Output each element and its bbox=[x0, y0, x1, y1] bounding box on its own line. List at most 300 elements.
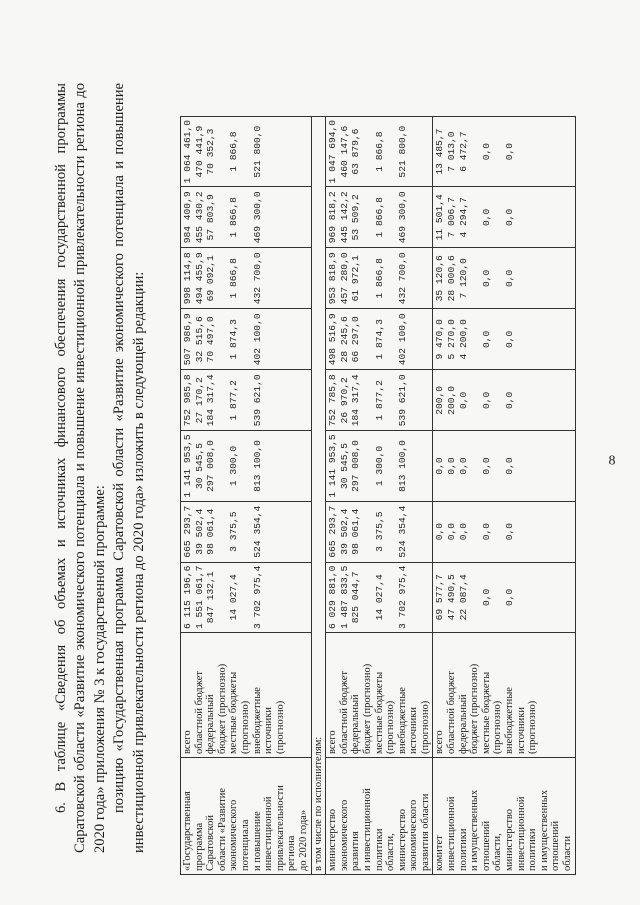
program-name-line: до 2020 года» bbox=[297, 809, 309, 871]
funding-source-line: областной бюджет bbox=[446, 671, 458, 754]
funding-source-line: областной бюджет bbox=[193, 671, 205, 754]
executor-2-value: 0,0 bbox=[480, 391, 492, 409]
executor-2-line: области, bbox=[492, 833, 504, 871]
value-spacer bbox=[275, 373, 287, 427]
executor-2-value: 47 490,5 bbox=[446, 574, 458, 621]
value-spacer bbox=[275, 434, 287, 497]
executor-2-value: 0,0 bbox=[504, 143, 516, 161]
executor-1-cell bbox=[326, 758, 433, 875]
program-total-value-column bbox=[181, 187, 312, 248]
value-spacer bbox=[420, 120, 432, 183]
executor-1-value: 524 354,4 bbox=[396, 505, 408, 558]
program-total-value: 1 877,2 bbox=[228, 380, 240, 421]
value-spacer bbox=[263, 190, 275, 244]
executor-1-value: 813 100,0 bbox=[396, 440, 408, 492]
program-total-value: 494 455,9 bbox=[193, 252, 205, 305]
program-name-cell bbox=[181, 758, 312, 875]
program-total-value: 70 497,0 bbox=[205, 316, 217, 363]
program-total-value-column bbox=[181, 501, 312, 562]
executor-2-value: 13 485,7 bbox=[434, 128, 446, 175]
program-total-value: 432 700,0 bbox=[251, 252, 263, 305]
value-spacer bbox=[516, 566, 528, 629]
value-spacer bbox=[263, 251, 275, 305]
executor-2-value: 0,0 bbox=[504, 391, 516, 409]
executor-2-value: 0,0 bbox=[504, 269, 516, 287]
program-total-value: 3 702 975,4 bbox=[251, 565, 263, 629]
executor-2-value-column bbox=[433, 431, 575, 501]
executor-1-line: и инвестиционной bbox=[361, 788, 373, 871]
executor-2-value: 0,0 bbox=[480, 269, 492, 287]
value-spacer bbox=[217, 312, 229, 366]
executor-1-value-column bbox=[326, 431, 433, 501]
value-spacer bbox=[385, 434, 397, 497]
table-row-program bbox=[181, 116, 312, 874]
program-name-line: потенциала bbox=[239, 819, 251, 871]
executor-2-value: 5 270,0 bbox=[446, 319, 458, 360]
value-spacer bbox=[275, 190, 287, 244]
executor-2-value-column bbox=[433, 370, 575, 431]
funding-sources-cell bbox=[326, 633, 433, 758]
funding-source-line: источники bbox=[408, 707, 420, 754]
executor-1-line: развития области bbox=[419, 793, 431, 871]
executor-2-value: 200,0 bbox=[434, 385, 446, 415]
value-spacer bbox=[516, 505, 528, 559]
program-total-value: 539 621,0 bbox=[251, 374, 263, 427]
executor-2-value: 0,0 bbox=[480, 523, 492, 541]
executor-1-value: 457 280,0 bbox=[338, 252, 350, 305]
program-name-line: Саратовской bbox=[205, 815, 217, 871]
value-spacer bbox=[217, 434, 229, 497]
executor-1-line: министерство bbox=[327, 808, 339, 871]
executor-1-value: 63 879,6 bbox=[350, 128, 362, 175]
program-name-line: области «Развитие bbox=[216, 787, 228, 871]
value-spacer bbox=[408, 566, 420, 629]
executor-1-value: 66 297,0 bbox=[350, 316, 362, 363]
value-spacer bbox=[263, 120, 275, 183]
value-spacer bbox=[516, 312, 528, 366]
executor-2-line: и имущественных bbox=[538, 789, 550, 871]
program-total-value: 30 545,5 bbox=[193, 442, 205, 490]
executor-2-value-column bbox=[433, 116, 575, 186]
executor-1-value: 498 516,9 bbox=[327, 313, 339, 366]
funding-source-line: бюджет (прогнозно) bbox=[361, 663, 373, 754]
program-total-value: 402 100,0 bbox=[251, 313, 263, 366]
funding-source-line: внебюджетные bbox=[396, 687, 408, 754]
value-spacer bbox=[240, 373, 252, 427]
program-total-value: 1 064 461,0 bbox=[182, 119, 193, 184]
executor-2-value: 0,0 bbox=[446, 523, 458, 541]
executor-2-value-column bbox=[433, 187, 575, 248]
funding-sources-cell bbox=[433, 633, 575, 758]
value-spacer bbox=[492, 434, 504, 497]
intro-text bbox=[52, 83, 149, 853]
value-spacer bbox=[362, 434, 374, 497]
program-total-value: 665 293,7 bbox=[182, 505, 193, 558]
funding-source-line: всего bbox=[327, 730, 339, 754]
executor-2-value-column bbox=[433, 248, 575, 309]
executor-2-value: 0,0 bbox=[434, 523, 446, 541]
funding-source-line: местные бюджеты bbox=[480, 671, 492, 754]
value-spacer bbox=[469, 505, 481, 559]
program-total-value: 984 400,9 bbox=[182, 191, 193, 244]
value-spacer bbox=[420, 312, 432, 366]
executor-1-value: 460 147,6 bbox=[338, 125, 350, 178]
executor-2-line: министерство bbox=[504, 808, 516, 871]
program-total-value-column bbox=[181, 309, 312, 370]
value-spacer bbox=[527, 251, 539, 305]
executor-1-value: 825 044,7 bbox=[350, 571, 362, 624]
value-spacer bbox=[516, 190, 528, 244]
executor-2-value: 0,0 bbox=[504, 457, 516, 475]
value-spacer bbox=[240, 566, 252, 629]
executor-1-value: 297 008,0 bbox=[350, 440, 362, 492]
executor-2-value: 0,0 bbox=[504, 330, 516, 348]
executor-1-value: 1 866,8 bbox=[373, 258, 385, 299]
value-spacer bbox=[408, 373, 420, 427]
funding-source-line: (прогнозно) bbox=[274, 700, 286, 754]
executor-1-line: экономического bbox=[408, 799, 420, 871]
value-spacer bbox=[217, 251, 229, 305]
program-total-value: 70 352,3 bbox=[205, 128, 217, 175]
executor-1-value-column bbox=[326, 562, 433, 632]
funding-source-line: источники bbox=[263, 707, 275, 754]
program-total-value-column bbox=[181, 562, 312, 632]
value-spacer bbox=[527, 505, 539, 559]
executor-2-value: 0,0 bbox=[457, 457, 469, 475]
executor-2-line: области bbox=[562, 835, 573, 871]
executor-1-value: 98 061,4 bbox=[350, 508, 362, 555]
value-spacer bbox=[527, 566, 539, 629]
executor-2-value: 0,0 bbox=[504, 588, 516, 606]
intro-paragraph-2: позицию «Государственная программа Саратовской области «Развитие экономического потенциала и повышение инвестиционной привлекательности региона до 2020 года» изложить в следующей редакции: bbox=[111, 83, 147, 853]
program-total-value: 521 800,0 bbox=[251, 125, 263, 178]
executor-1-line: области, bbox=[385, 833, 397, 871]
funding-source-line: федеральный bbox=[457, 694, 469, 754]
program-name-line: привлекательности bbox=[274, 785, 286, 871]
funding-source-line: федеральный bbox=[350, 694, 362, 754]
executor-2-value-column bbox=[433, 562, 575, 632]
executor-2-value: 7 006,7 bbox=[446, 197, 458, 238]
executor-1-line: министерство bbox=[396, 808, 408, 871]
executor-2-block bbox=[434, 761, 573, 871]
executor-1-value-column bbox=[326, 248, 433, 309]
value-spacer bbox=[420, 505, 432, 559]
executor-2-value: 7 013,0 bbox=[446, 131, 458, 172]
executor-2-value: 0,0 bbox=[480, 330, 492, 348]
value-spacer bbox=[362, 120, 374, 183]
funding-source-line: местные бюджеты bbox=[373, 671, 385, 754]
executor-1-value: 521 800,0 bbox=[396, 125, 408, 178]
program-name-line: и повышение bbox=[251, 811, 263, 871]
executor-1-value-column bbox=[326, 187, 433, 248]
executor-1-value: 61 972,1 bbox=[350, 255, 362, 302]
executor-1-value: 445 142,2 bbox=[338, 191, 350, 244]
executor-2-value: 0,0 bbox=[480, 588, 492, 606]
program-total-value-column bbox=[181, 248, 312, 309]
funding-source-line: местные бюджеты bbox=[228, 671, 240, 754]
executor-1-block bbox=[327, 761, 431, 871]
value-spacer bbox=[217, 566, 229, 629]
executor-2-value: 69 577,7 bbox=[434, 574, 446, 621]
financing-table bbox=[180, 116, 576, 875]
executor-2-value: 0,0 bbox=[446, 457, 458, 475]
value-spacer bbox=[263, 434, 275, 497]
program-total-value-column bbox=[181, 370, 312, 431]
value-spacer bbox=[527, 373, 539, 427]
executor-2-value: 6 472,7 bbox=[457, 131, 469, 172]
funding-source-line: областной бюджет bbox=[338, 671, 350, 754]
program-total-value: 998 114,8 bbox=[182, 252, 193, 305]
funding-source-line: (прогнозно) bbox=[527, 700, 539, 754]
value-spacer bbox=[408, 312, 420, 366]
executor-1-value-column bbox=[326, 116, 433, 186]
value-spacer bbox=[516, 120, 528, 183]
program-total-value: 1 141 953,5 bbox=[182, 434, 193, 498]
value-spacer bbox=[362, 373, 374, 427]
value-spacer bbox=[240, 505, 252, 559]
executor-2-value: 0,0 bbox=[434, 457, 446, 475]
value-spacer bbox=[385, 190, 397, 244]
program-total-value: 1 551 061,7 bbox=[193, 565, 205, 629]
funding-source-line: федеральный bbox=[205, 694, 217, 754]
program-total-value: 507 986,9 bbox=[182, 313, 193, 366]
executor-2-value: 28 000,6 bbox=[446, 255, 458, 302]
value-spacer bbox=[469, 566, 481, 629]
executor-2-line: политики bbox=[457, 828, 469, 871]
funding-source-line: (прогнозно) bbox=[492, 700, 504, 754]
value-spacer bbox=[275, 505, 287, 559]
executor-2-value-column bbox=[433, 501, 575, 562]
program-name-line: экономического bbox=[228, 799, 240, 871]
program-name-line: региона bbox=[286, 835, 298, 871]
funding-sources-cell bbox=[181, 633, 312, 758]
executor-2-line: политики bbox=[527, 828, 539, 871]
executor-1-value: 402 100,0 bbox=[396, 313, 408, 366]
executor-2-value: 7 120,0 bbox=[457, 258, 469, 299]
executor-1-value: 184 317,4 bbox=[350, 374, 362, 427]
intro-paragraph-1: 6. В таблице «Сведения об объемах и источниках финансового обеспечения государственной программы Саратовской области «Развитие экономического потенциала и повышение инвестиционной привлекательности региона до 2020 года» приложения № 3 к государственной программе: bbox=[53, 83, 108, 853]
table-row-executors-header bbox=[311, 116, 326, 874]
value-spacer bbox=[420, 190, 432, 244]
value-spacer bbox=[385, 312, 397, 366]
value-spacer bbox=[408, 120, 420, 183]
value-spacer bbox=[385, 505, 397, 559]
program-total-value: 847 132,1 bbox=[205, 571, 217, 624]
executor-2-line: комитет bbox=[434, 835, 446, 871]
executor-1-value: 1 874,3 bbox=[373, 319, 385, 360]
value-spacer bbox=[385, 566, 397, 629]
executor-1-value-column bbox=[326, 370, 433, 431]
value-spacer bbox=[469, 434, 481, 497]
executor-1-value: 1 047 694,0 bbox=[327, 119, 339, 184]
funding-source-line: бюджет (прогнозно) bbox=[216, 663, 228, 754]
program-total-value: 752 985,8 bbox=[182, 374, 193, 427]
value-spacer bbox=[385, 251, 397, 305]
value-spacer bbox=[362, 312, 374, 366]
value-spacer bbox=[420, 251, 432, 305]
value-spacer bbox=[217, 190, 229, 244]
executor-1-line: экономического bbox=[338, 799, 350, 871]
program-total-value: 32 515,6 bbox=[193, 316, 205, 363]
executor-2-value: 0,0 bbox=[480, 208, 492, 226]
funding-source-line: всего bbox=[182, 730, 193, 754]
executor-1-value: 969 818,2 bbox=[327, 191, 339, 244]
program-total-value: 39 502,4 bbox=[193, 508, 205, 555]
program-total-value: 455 430,2 bbox=[193, 191, 205, 244]
program-total-value: 297 008,0 bbox=[205, 440, 217, 492]
table-row-executor-2 bbox=[433, 116, 575, 874]
executor-2-value: 0,0 bbox=[480, 143, 492, 161]
executor-1-value: 953 818,9 bbox=[327, 252, 339, 305]
executor-1-value: 539 621,0 bbox=[396, 374, 408, 427]
executor-2-value: 200,0 bbox=[446, 385, 458, 415]
executor-1-value: 752 785,8 bbox=[327, 374, 339, 427]
program-total-value: 813 100,0 bbox=[251, 440, 263, 492]
value-spacer bbox=[217, 505, 229, 559]
value-spacer bbox=[469, 120, 481, 183]
value-spacer bbox=[408, 190, 420, 244]
value-spacer bbox=[263, 505, 275, 559]
value-spacer bbox=[275, 120, 287, 183]
value-spacer bbox=[263, 566, 275, 629]
program-total-value: 1 866,8 bbox=[228, 258, 240, 299]
program-name-line: «Государственная bbox=[182, 791, 193, 871]
value-spacer bbox=[420, 434, 432, 497]
value-spacer bbox=[362, 190, 374, 244]
executor-2-line: отношений bbox=[480, 820, 492, 871]
value-spacer bbox=[527, 434, 539, 497]
program-total-value: 98 061,4 bbox=[205, 508, 217, 555]
value-spacer bbox=[469, 190, 481, 244]
executor-2-line: инвестиционной bbox=[446, 796, 458, 871]
executor-1-line: развития bbox=[350, 831, 362, 871]
value-spacer bbox=[492, 190, 504, 244]
funding-source-line: внебюджетные bbox=[251, 687, 263, 754]
value-spacer bbox=[275, 566, 287, 629]
executor-2-value: 0,0 bbox=[457, 391, 469, 409]
executor-1-value: 3 375,5 bbox=[373, 511, 385, 552]
value-spacer bbox=[516, 373, 528, 427]
value-spacer bbox=[420, 373, 432, 427]
executor-2-line: и имущественных bbox=[469, 789, 481, 871]
value-spacer bbox=[217, 373, 229, 427]
program-total-value: 184 317,4 bbox=[205, 374, 217, 427]
executor-1-value: 1 866,8 bbox=[373, 197, 385, 238]
program-total-value: 3 375,5 bbox=[228, 511, 240, 552]
executor-2-value: 35 120,6 bbox=[434, 255, 446, 302]
value-spacer bbox=[362, 251, 374, 305]
executor-1-value: 1 877,2 bbox=[373, 380, 385, 421]
funding-source-line: (прогнозно) bbox=[385, 700, 397, 754]
program-name-block bbox=[182, 761, 310, 871]
value-spacer bbox=[492, 312, 504, 366]
table-row-executor-1 bbox=[326, 116, 433, 874]
funding-source-line: внебюджетные bbox=[504, 687, 516, 754]
value-spacer bbox=[385, 120, 397, 183]
value-spacer bbox=[217, 120, 229, 183]
program-total-value-column bbox=[181, 116, 312, 186]
program-total-value-column bbox=[181, 431, 312, 501]
executor-1-value: 432 700,0 bbox=[396, 252, 408, 305]
executor-2-value: 9 470,0 bbox=[434, 319, 446, 360]
value-spacer bbox=[408, 251, 420, 305]
executor-1-value: 1 141 953,5 bbox=[327, 434, 339, 498]
executor-2-value: 0,0 bbox=[504, 208, 516, 226]
executor-2-value: 0,0 bbox=[504, 523, 516, 541]
executor-2-value: 11 501,4 bbox=[434, 194, 446, 241]
value-spacer bbox=[516, 434, 528, 497]
program-total-value: 1 874,3 bbox=[228, 319, 240, 360]
value-spacer bbox=[492, 505, 504, 559]
value-spacer bbox=[275, 251, 287, 305]
executor-1-value-column bbox=[326, 309, 433, 370]
value-spacer bbox=[516, 251, 528, 305]
funding-source-line: бюджет (прогнозно) bbox=[469, 663, 481, 754]
funding-source-line: (прогнозно) bbox=[419, 700, 431, 754]
executor-1-value: 14 027,4 bbox=[373, 574, 385, 621]
executor-1-value: 1 487 833,5 bbox=[338, 565, 350, 629]
program-total-value: 469 300,0 bbox=[251, 191, 263, 244]
value-spacer bbox=[492, 373, 504, 427]
executor-2-value: 4 294,7 bbox=[457, 197, 469, 238]
executor-1-value: 665 293,7 bbox=[327, 505, 339, 558]
executor-2-value: 0,0 bbox=[480, 457, 492, 475]
executor-2-line: отношений bbox=[550, 820, 562, 871]
value-spacer bbox=[240, 120, 252, 183]
value-spacer bbox=[263, 373, 275, 427]
value-spacer bbox=[240, 251, 252, 305]
executor-2-value: 0,0 bbox=[457, 523, 469, 541]
executor-1-value: 39 502,4 bbox=[338, 508, 350, 555]
program-total-value: 69 092,1 bbox=[205, 255, 217, 302]
program-total-value: 524 354,4 bbox=[251, 505, 263, 558]
value-spacer bbox=[275, 312, 287, 366]
value-spacer bbox=[469, 373, 481, 427]
executor-1-value: 3 702 975,4 bbox=[396, 565, 408, 629]
executor-1-value: 53 509,2 bbox=[350, 194, 362, 241]
executor-1-value: 1 866,8 bbox=[373, 131, 385, 172]
executor-1-value: 6 029 881,0 bbox=[327, 565, 339, 629]
executor-2-value-column bbox=[433, 309, 575, 370]
program-total-value: 1 866,8 bbox=[228, 131, 240, 172]
value-spacer bbox=[527, 120, 539, 183]
value-spacer bbox=[263, 312, 275, 366]
executor-2-line: инвестиционной bbox=[515, 796, 527, 871]
program-total-value: 27 170,2 bbox=[193, 377, 205, 424]
page-number: 8 bbox=[608, 453, 616, 469]
executor-1-value-column bbox=[326, 501, 433, 562]
executor-2-value: 22 087,4 bbox=[457, 574, 469, 621]
value-spacer bbox=[527, 312, 539, 366]
executor-1-line: политики bbox=[373, 828, 385, 871]
executor-1-value: 26 970,2 bbox=[338, 377, 350, 424]
value-spacer bbox=[408, 434, 420, 497]
value-spacer bbox=[420, 566, 432, 629]
value-spacer bbox=[527, 190, 539, 244]
value-spacer bbox=[469, 251, 481, 305]
program-total-value: 1 866,8 bbox=[228, 197, 240, 238]
value-spacer bbox=[240, 434, 252, 497]
value-spacer bbox=[240, 190, 252, 244]
executor-1-value: 469 300,0 bbox=[396, 191, 408, 244]
program-total-value: 57 803,9 bbox=[205, 194, 217, 241]
program-total-value: 6 115 196,6 bbox=[182, 565, 193, 629]
executors-header-cell: в том числе по исполнителям: bbox=[311, 116, 326, 874]
executor-1-value: 28 245,6 bbox=[338, 316, 350, 363]
funding-source-line: источники bbox=[515, 707, 527, 754]
value-spacer bbox=[240, 312, 252, 366]
program-name-line: инвестиционной bbox=[263, 796, 275, 871]
